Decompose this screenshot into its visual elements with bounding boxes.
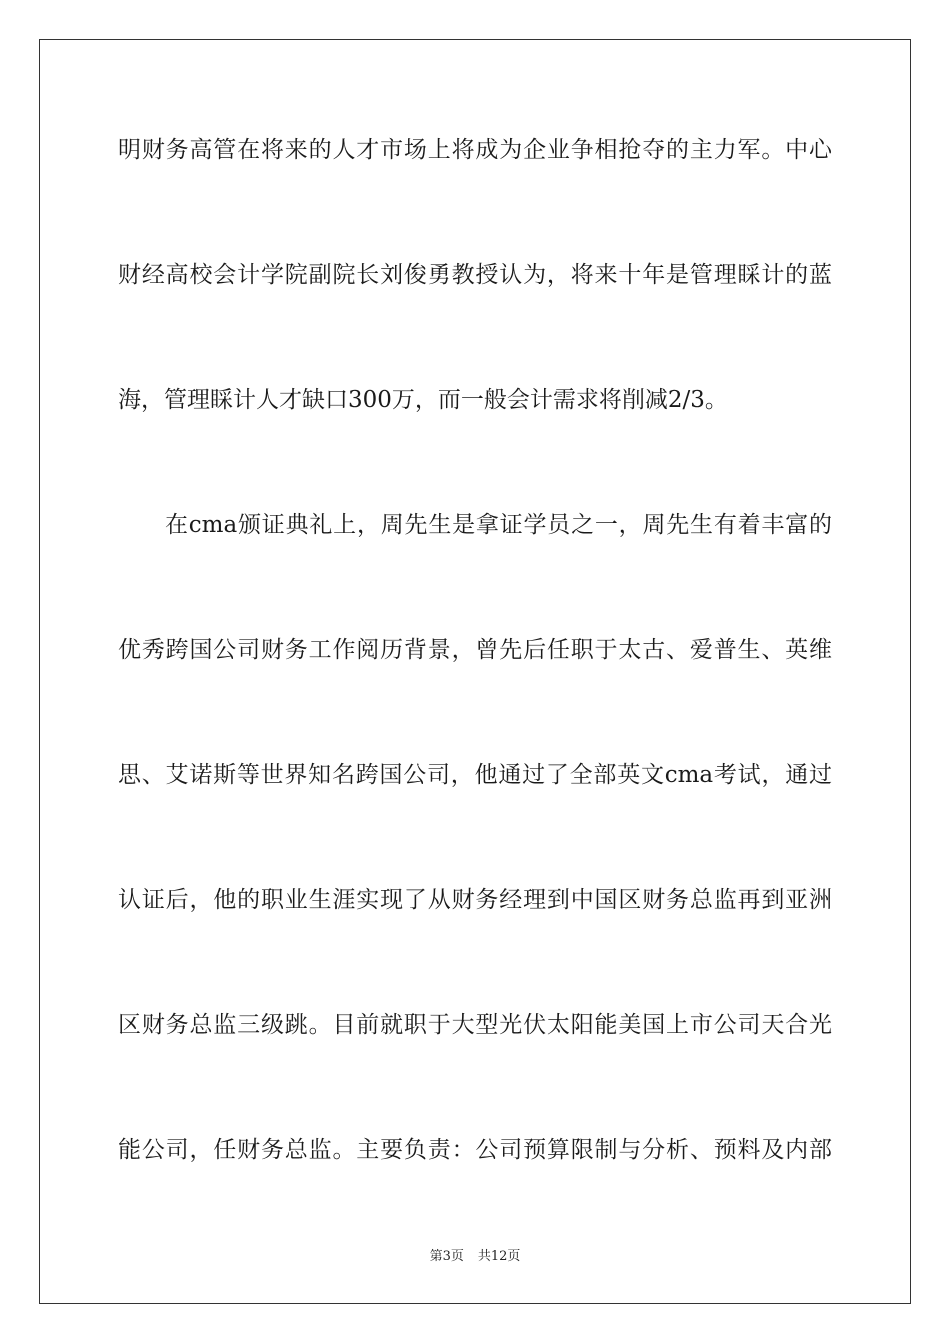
page-number: 第3页 [429, 1249, 464, 1264]
body-line-4: 在cma颁证典礼上，周先生是拿证学员之一，周先生有着丰富的 [165, 512, 832, 538]
page-border [39, 39, 911, 1304]
body-line-5: 优秀跨国公司财务工作阅历背景，曾先后任职于太古、爱普生、英维 [118, 637, 832, 663]
body-line-9: 能公司，任财务总监。主要负责：公司预算限制与分析、预料及内部 [118, 1137, 832, 1163]
body-line-1: 明财务高管在将来的人才市场上将成为企业争相抢夺的主力军。中心 [118, 137, 832, 163]
page-total: 共12页 [477, 1249, 521, 1264]
body-line-2: 财经高校会计学院副院长刘俊勇教授认为，将来十年是管理睬计的蓝 [118, 262, 832, 288]
page-footer [0, 1248, 950, 1266]
body-line-3: 海，管理睬计人才缺口300万，而一般会计需求将削减2/3。 [118, 387, 728, 413]
body-line-8: 区财务总监三级跳。目前就职于大型光伏太阳能美国上市公司天合光 [118, 1012, 832, 1038]
body-line-7: 认证后，他的职业生涯实现了从财务经理到中国区财务总监再到亚洲 [118, 887, 832, 913]
body-line-6: 思、艾诺斯等世界知名跨国公司，他通过了全部英文cma考试，通过 [118, 762, 832, 788]
